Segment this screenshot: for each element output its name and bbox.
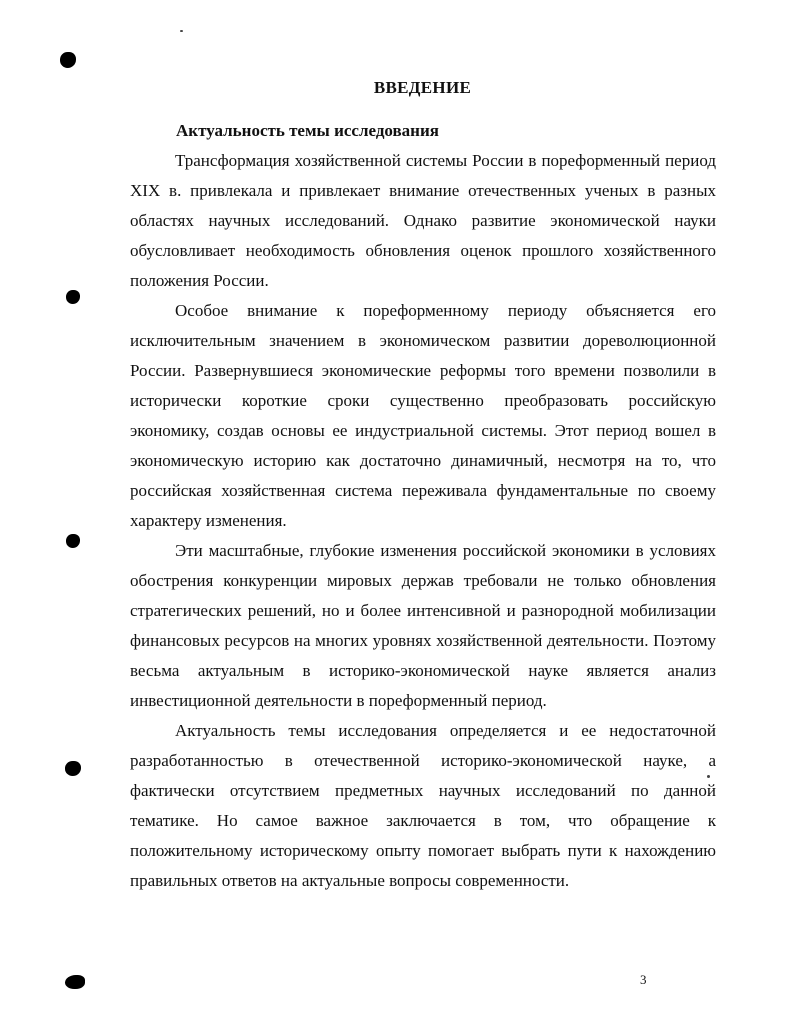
page-number: 3 — [640, 972, 647, 987]
punch-hole-mark — [66, 290, 80, 304]
paragraph: Актуальность темы исследования определяется и ее недостаточной разработанностью в отечественной историко-экономической науке, а фактически отсутствием предметных научных исследований по данной тематике. Но самое важное заключается в том, что обращение к положительному историческому опыту помогает выбрать пути к нахождению правильных ответов на актуальные вопросы современности. — [130, 721, 716, 890]
paragraph: Особое внимание к пореформенному периоду объясняется его исключительным значением в экономическом развитии дореволюционной России. Развернувшиеся экономические реформы того времени позволили в исторически короткие сроки существенно преобразовать российскую экономику, создав основы ее индустриальной системы. Этот период вошел в экономическую историю как достаточно динамичный, несмотря на то, что российская хозяйственная система переживала фундаментальные по своему характеру изменения. — [130, 301, 716, 530]
page-title: ВВЕДЕНИЕ — [373, 78, 472, 97]
punch-hole-mark — [66, 534, 80, 548]
punch-hole-mark — [60, 52, 76, 68]
paragraph: Трансформация хозяйственной системы России в пореформенный период XIX в. привлекала и привлекает внимание отечественных ученых в разных областях научных исследований. Однако развитие экономической науки обусловливает необходимость обновления оценок прошлого хозяйственного положения России. — [130, 151, 716, 290]
punch-hole-mark — [65, 761, 81, 776]
scan-speck — [180, 30, 183, 32]
paragraph: Эти масштабные, глубокие изменения российской экономики в условиях обострения конкуренции мировых держав требовали не только обновления стратегических решений, но и более интенсивной и разнородной мобилизации финансовых ресурсов на многих уровнях хозяйственной деятельности. Поэтому весьма актуальным в историко-экономической науке является анализ инвестиционной деятельности в пореформенный период. — [130, 541, 716, 710]
section-heading: Актуальность темы исследования — [176, 121, 439, 140]
punch-hole-mark — [65, 975, 85, 989]
body-text — [130, 146, 716, 896]
